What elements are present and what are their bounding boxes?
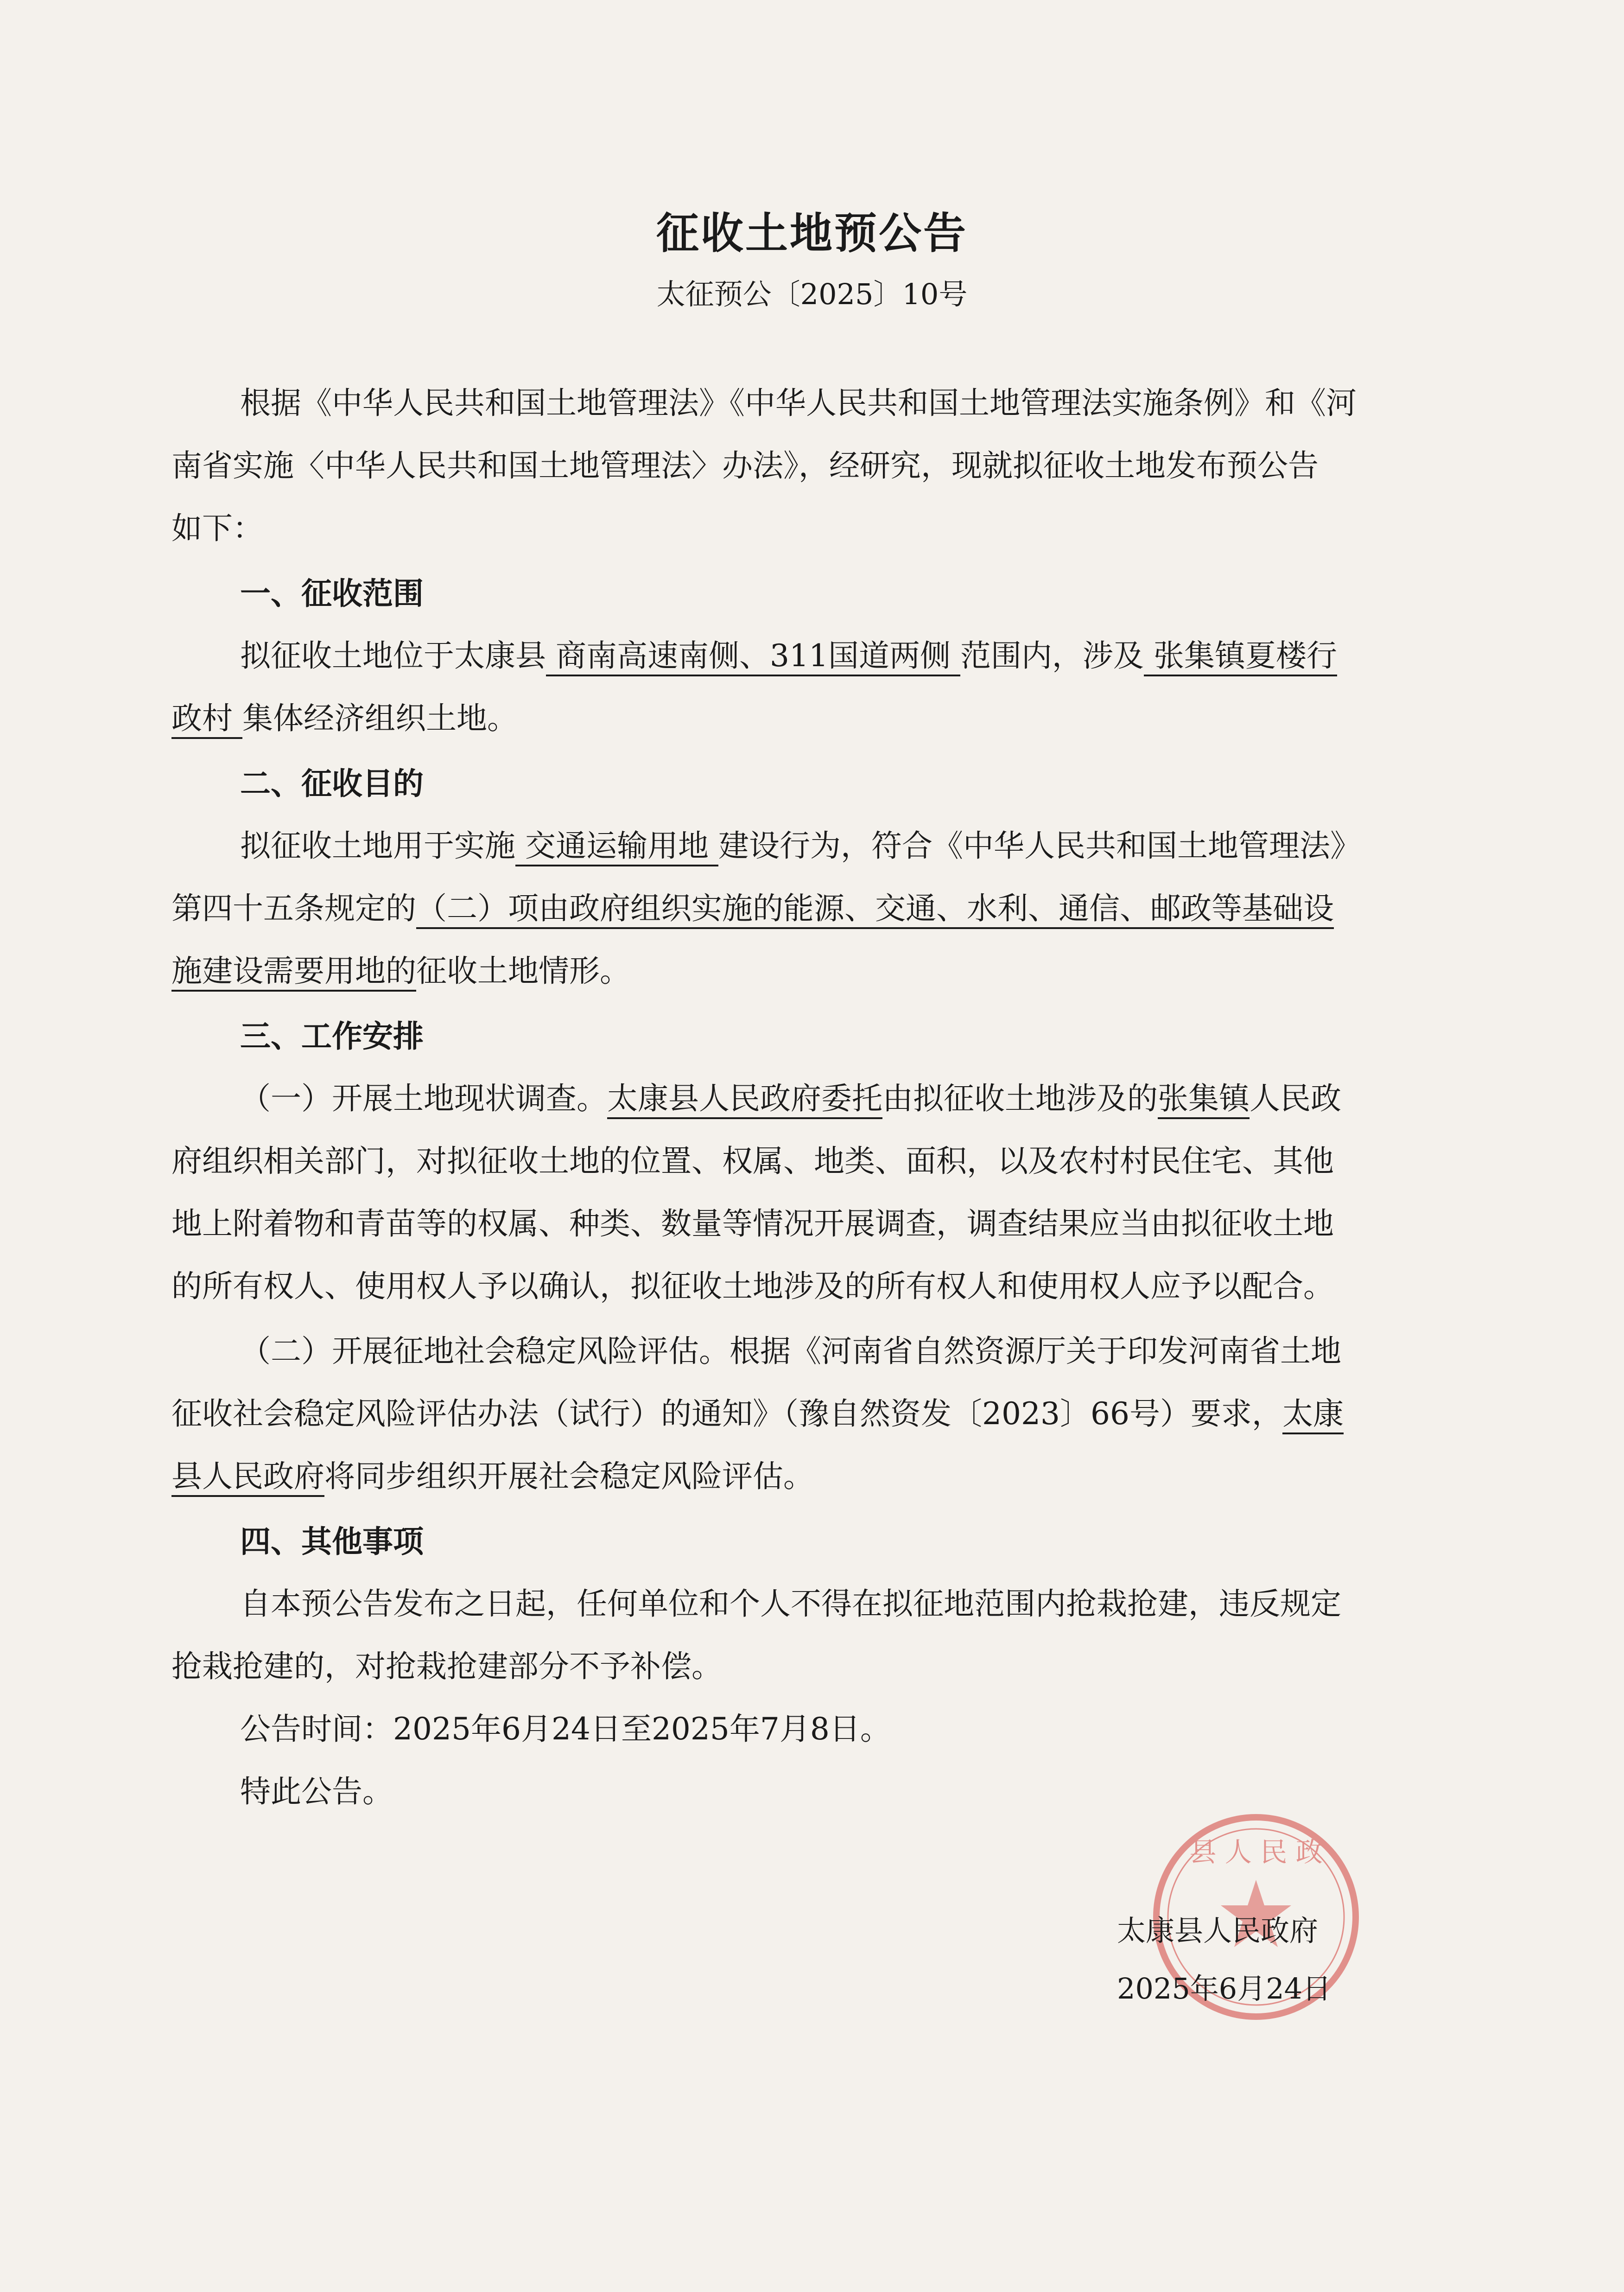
- underlined-clause: （二）项由政府组织实施的能源、交通、水利、通信、邮政等基础设: [416, 891, 1334, 929]
- section-3-p1-line-4: 的所有权人、使用权人予以确认，拟征收土地涉及的所有权人和使用权人应予以配合。: [171, 1268, 1334, 1304]
- document-number: 太征预公〔2025〕10号: [656, 277, 968, 311]
- underlined-clause-cont: 施建设需要用地的: [171, 953, 416, 992]
- section-2-line-3: [171, 948, 630, 994]
- section-3-p2-line-3: [171, 1453, 814, 1500]
- notice-time: 公告时间：2025年6月24日至2025年7月8日。: [240, 1711, 891, 1747]
- section-2-line-1: [240, 823, 1361, 869]
- text: 建设行为，符合《中华人民共和国土地管理法》: [718, 828, 1361, 864]
- svg-text:县 人 民 政: 县 人 民 政: [1189, 1836, 1323, 1868]
- text: 由拟征收土地涉及的: [882, 1081, 1158, 1116]
- text: （一）开展土地现状调查。: [240, 1081, 607, 1116]
- issuer-name: 太康县人民政府: [1117, 1914, 1319, 1948]
- underlined-land-use: 交通运输用地: [515, 828, 718, 866]
- text: 征收社会稳定风险评估办法（试行）的通知》（豫自然资发〔2023〕66号）要求，: [171, 1396, 1282, 1432]
- underlined-gov-cont: 县人民政府: [171, 1458, 324, 1497]
- section-4-heading: 四、其他事项: [240, 1523, 424, 1560]
- section-1-line-1: [240, 633, 1337, 679]
- text: 第四十五条规定的: [171, 891, 416, 926]
- section-3-p2-line-1: （二）开展征地社会稳定风险评估。根据《河南省自然资源厅关于印发河南省土地: [240, 1333, 1341, 1369]
- intro-line-3: 如下：: [171, 510, 263, 546]
- intro-line-2: 南省实施〈中华人民共和国土地管理法〉办法》，经研究，现就拟征收土地发布预公告: [171, 448, 1319, 484]
- section-2-line-2: [171, 885, 1334, 932]
- section-3-p1-line-1: [240, 1076, 1341, 1122]
- underlined-location: 商南高速南侧、311国道两侧: [546, 638, 960, 676]
- underlined-town: 张集镇: [1158, 1081, 1250, 1119]
- intro-line-1: 根据《中华人民共和国土地管理法》《中华人民共和国土地管理法实施条例》和《河: [240, 385, 1357, 421]
- text: 范围内，涉及: [960, 638, 1144, 674]
- document-title: 征收土地预公告: [656, 208, 968, 258]
- section-3-p1-line-3: 地上附着物和青苗等的权属、种类、数量等情况开展调查，调查结果应当由拟征收土地: [171, 1206, 1334, 1242]
- text: 征收土地情形。: [416, 953, 630, 989]
- text: 集体经济组织土地。: [242, 700, 518, 736]
- section-2-heading: 二、征收目的: [240, 765, 424, 802]
- underlined-village: 张集镇夏楼行: [1144, 638, 1337, 676]
- text: 将同步组织开展社会稳定风险评估。: [324, 1458, 814, 1494]
- text: 拟征收土地用于实施: [240, 828, 515, 864]
- closing-text: 特此公告。: [240, 1774, 393, 1809]
- section-3-heading: 三、工作安排: [240, 1018, 424, 1054]
- text: 拟征收土地位于太康县: [240, 638, 546, 674]
- underlined-gov: 太康: [1282, 1396, 1344, 1434]
- section-4-line-1: 自本预公告发布之日起，任何单位和个人不得在拟征地范围内抢栽抢建，违反规定: [240, 1586, 1341, 1622]
- section-1-line-2: [171, 695, 518, 742]
- underlined-entrusting-party: 太康县人民政府委托: [607, 1081, 882, 1119]
- section-4-line-2: 抢栽抢建的，对抢栽抢建部分不予补偿。: [171, 1649, 722, 1684]
- section-3-p2-line-2: [171, 1391, 1344, 1437]
- section-1-heading: 一、征收范围: [240, 575, 424, 611]
- issue-date: 2025年6月24日: [1117, 1972, 1332, 2006]
- underlined-village-cont: 政村: [171, 700, 242, 739]
- section-3-p1-line-2: 府组织相关部门，对拟征收土地的位置、权属、地类、面积，以及农村村民住宅、其他: [171, 1143, 1334, 1179]
- text: 人民政: [1250, 1081, 1341, 1116]
